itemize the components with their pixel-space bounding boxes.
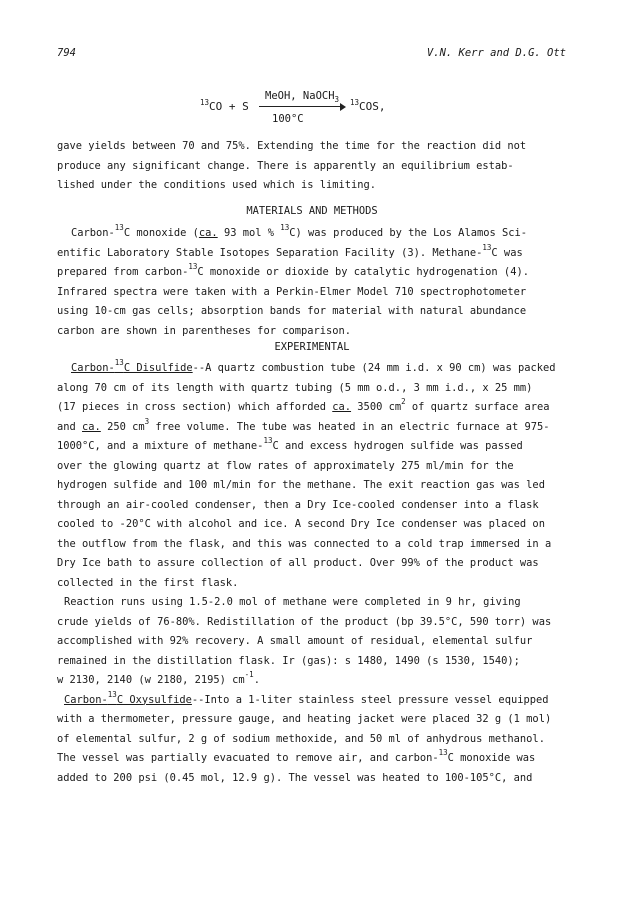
subsection-title-oxysulfide: Carbon-$^{13}$C Oxysulfide <box>64 689 192 706</box>
text-line: hydrogen sulfide and 100 ml/min for the methane. The exit reaction gas was led <box>57 479 545 491</box>
experimental-paragraphs <box>57 359 577 788</box>
reaction-arrow <box>259 106 342 107</box>
text-line: and ca. 250 $cm^3$ free volume. The tube was heated in an electric furnace at 975- <box>57 416 550 433</box>
text-line: produce any significant change. There is apparently an equilibrium estab- <box>57 159 514 172</box>
text-line: crude yields of 76-80%. Redistillation of the product (bp 39.5°C, 590 torr) was <box>57 615 552 628</box>
text-line: Carbon-$^{13}$C Disulfide--A quartz combustion tube (24 mm i.d. x 90 cm) was packed <box>71 358 556 374</box>
text-line: accomplished with 92% recovery. A small amount of residual, elemental sulfur <box>57 635 533 647</box>
running-head-authors: V.N. Kerr and D.G. Ott <box>426 47 566 59</box>
text-line: along 70 cm of its length with quartz tubing (5 mm o.d., 3 mm i.d., x 25 mm) <box>57 381 533 394</box>
text-line: Infrared spectra were taken with a Perkin-Elmer Model 710 spectrophotometer <box>57 285 527 298</box>
text-line: with a thermometer, pressure gauge, and heating jacket were placed 32 g (1 mol) <box>57 713 552 725</box>
reaction-product: $^{13}$COS, <box>350 98 386 113</box>
text-line: (17 pieces in cross section) which afforded ca. 3500 $cm^2$ of quartz surface area <box>57 397 550 413</box>
materials-paragraph <box>57 224 577 341</box>
section-heading-materials: MATERIALS AND METHODS <box>246 205 378 217</box>
text-line: the outflow from the flask, and this was connected to a cold trap immersed in a <box>57 537 552 550</box>
intro-paragraph <box>57 137 577 196</box>
text-line: entific Laboratory Stable Isotopes Separation Facility (3). Methane-$^{13}$C was <box>57 242 523 259</box>
text-line: lished under the conditions used which is limiting. <box>57 179 377 191</box>
reaction-arrow-head <box>340 103 346 111</box>
text-line: The vessel was partially evacuated to remove air, and carbon-$^{13}$C monoxide was <box>57 748 536 764</box>
reaction-equation <box>196 84 436 124</box>
text-line: Reaction runs using 1.5-2.0 mol of methane were completed in 9 hr, giving <box>64 596 521 608</box>
text-line: using 10-cm gas cells; absorption bands for material with natural abundance <box>57 305 527 317</box>
text-line: w 2130, 2140 (w 2180, 2195) $cm^{-1}$. <box>57 670 260 686</box>
text-line: collected in the first flask. <box>57 576 239 589</box>
text-line: Carbon-$^{13}$C monoxide (ca. 93 mol % $^{13}$C) was produced by the Los Alamos Sci- <box>71 223 527 239</box>
text-line: cooled to -20°C with alcohol and ice. A second Dry Ice condenser was placed on <box>57 518 545 530</box>
text-line: over the glowing quartz at flow rates of approximately 275 ml/min for the <box>57 459 514 472</box>
reaction-reactants: $^{13}$CO + S <box>200 98 249 113</box>
text-line: Carbon-$^{13}$C Oxysulfide--Into a 1-liter stainless steel pressure vessel equipped <box>64 689 549 706</box>
subsection-title-disulfide: Carbon-$^{13}$C Disulfide <box>71 358 193 374</box>
reaction-conditions-temperature: 100°C <box>272 113 304 125</box>
page-number: 794 <box>57 47 76 59</box>
text-line: carbon are shown in parentheses for comparison. <box>57 324 352 337</box>
reaction-conditions-reagents: MeOH, NaOCH$_3$ <box>265 90 340 104</box>
text-line: gave yields between 70 and 75%. Extending the time for the reaction did not <box>57 140 527 152</box>
text-line: Dry Ice bath to assure collection of all product. Over 99% of the product was <box>57 557 539 569</box>
text-line: 1000°C, and a mixture of methane-$^{13}$C and excess hydrogen sulfide was passed <box>57 436 523 452</box>
text-line: through an air-cooled condenser, then a Dry Ice-cooled condenser into a flask <box>57 498 539 511</box>
text-line: of elemental sulfur, 2 g of sodium methoxide, and 50 ml of anhydrous methanol. <box>57 732 545 745</box>
text-line: remained in the distillation flask. Ir (gas): s 1480, 1490 (s 1530, 1540); <box>57 654 520 667</box>
text-line: prepared from carbon-$^{13}$C monoxide or dioxide by catalytic hydrogenation (4). <box>57 262 529 278</box>
text-line: added to 200 psi (0.45 mol, 12.9 g). The vessel was heated to 100-105°C, and <box>57 771 533 784</box>
section-heading-experimental: EXPERIMENTAL <box>274 341 350 353</box>
